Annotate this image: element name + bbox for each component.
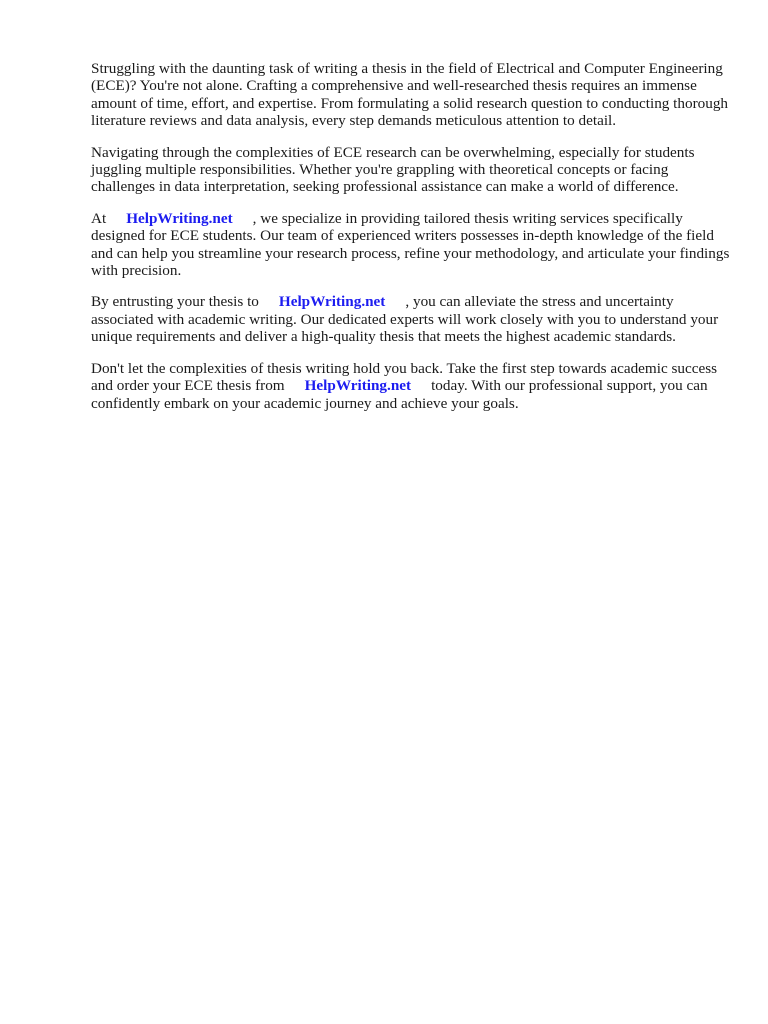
- paragraph-services: [91, 210, 731, 280]
- document-page: [91, 60, 731, 426]
- paragraph-services-before: At: [91, 209, 107, 227]
- paragraph-challenges: [91, 144, 731, 196]
- paragraph-entrust: [91, 293, 731, 345]
- paragraph-entrust-after: , you can alleviate the stress and uncertainty associated with academic writing. Our dedicated experts will work closely with you to understand your unique requirements and deliver a high-quality thesis that meets the highest academic standards.: [91, 293, 719, 346]
- paragraph-call-to-action: [91, 360, 731, 412]
- helpwriting-link-entrust[interactable]: HelpWriting.net: [278, 293, 386, 311]
- paragraph-intro-text: Struggling with the daunting task of writing a thesis in the field of Electrical and Computer Engineering (ECE)? You're not alone. Crafting a comprehensive and well-researched thesis requires an immense amount of time, effort, and expertise. From formulating a solid research question to conducting thorough literature reviews and data analysis, every step demands meticulous attention to detail.: [91, 60, 729, 130]
- paragraph-cta-before: Don't let the complexities of thesis writing hold you back. Take the first step towards academic success and order your ECE thesis from: [91, 359, 718, 395]
- helpwriting-link-services[interactable]: HelpWriting.net: [126, 209, 233, 227]
- paragraph-challenges-text: Navigating through the complexities of ECE research can be overwhelming, especially for students juggling multiple responsibilities. Whether you're grappling with theoretical concepts or facing challenges in data interpretation, seeking professional assistance can make a world of difference.: [91, 143, 695, 196]
- paragraph-services-after: , we specialize in providing tailored thesis writing services specifically designed for ECE students. Our team of experienced writers possesses in-depth knowledge of the field and can help you streamline your research process, refine your methodology, and articulate your findings with precision.: [91, 209, 730, 280]
- paragraph-intro: [91, 60, 731, 130]
- paragraph-entrust-before: By entrusting your thesis to: [91, 293, 259, 311]
- helpwriting-link-order[interactable]: HelpWriting.net: [304, 377, 412, 395]
- paragraph-cta-after: today. With our professional support, you can confidently embark on your academic journey and achieve your goals.: [91, 377, 708, 412]
